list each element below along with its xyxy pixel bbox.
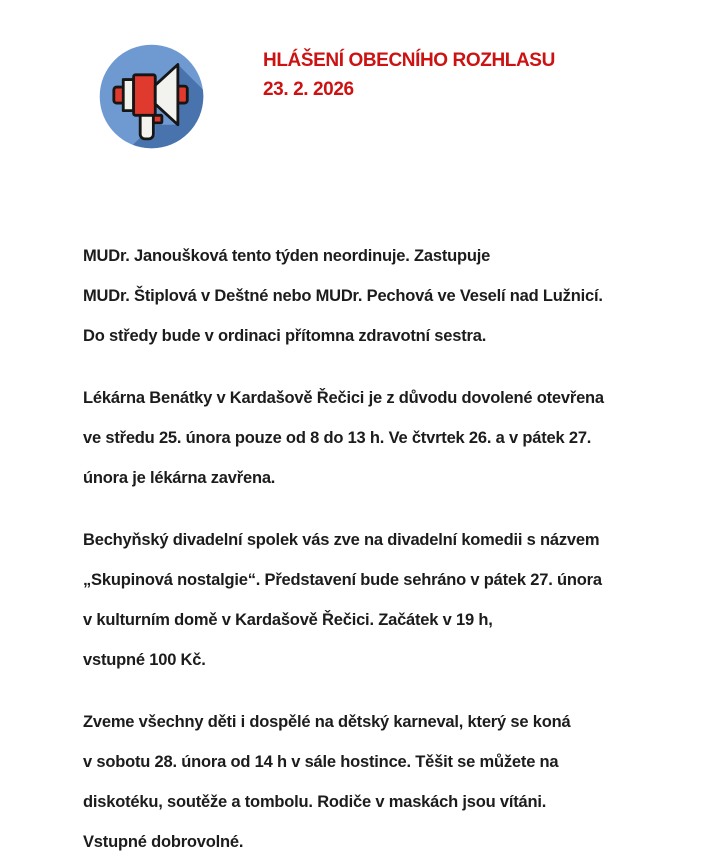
announcement-title: HLÁŠENÍ OBECNÍHO ROZHLASU (263, 50, 555, 71)
paragraph-children-carnival (83, 702, 689, 862)
header-title-block (263, 46, 555, 104)
paragraph-pharmacy-hours (83, 378, 689, 498)
text-line: Lékárna Benátky v Kardašově Řečici je z důvodu dovolené otevřena (83, 389, 604, 407)
text-line: Vstupné dobrovolné. (83, 833, 244, 851)
text-line: MUDr. Štiplová v Deštné nebo MUDr. Pechová ve Veselí nad Lužnicí. (83, 287, 603, 305)
text-line: vstupné 100 Kč. (83, 651, 206, 669)
announcement-body (83, 236, 689, 862)
text-line: ve středu 25. února pouze od 8 do 13 h. Ve čtvrtek 26. a v pátek 27. (83, 429, 592, 447)
paragraph-doctor-absence (83, 236, 689, 356)
text-line: Bechyňský divadelní spolek vás zve na divadelní komedii s názvem (83, 531, 600, 549)
text-line: MUDr. Janoušková tento týden neordinuje. Zastupuje (83, 247, 491, 265)
paragraph-theatre-comedy (83, 520, 689, 680)
text-line: v kulturním domě v Kardašově Řečici. Začátek v 19 h, (83, 611, 493, 629)
text-line: diskotéku, soutěže a tombolu. Rodiče v maskách jsou vítáni. (83, 793, 547, 811)
text-line: Do středy bude v ordinaci přítomna zdravotní sestra. (83, 327, 487, 345)
text-line: Zveme všechny děti i dospělé na dětský karneval, který se koná (83, 713, 571, 731)
text-line: „Skupinová nostalgie“. Představení bude sehráno v pátek 27. února (83, 571, 602, 589)
megaphone-icon (95, 40, 208, 153)
announcement-date: 23. 2. 2026 (263, 79, 354, 100)
text-line: února je lékárna zavřena. (83, 469, 276, 487)
text-line: v sobotu 28. února od 14 h v sále hostince. Těšit se můžete na (83, 753, 559, 771)
